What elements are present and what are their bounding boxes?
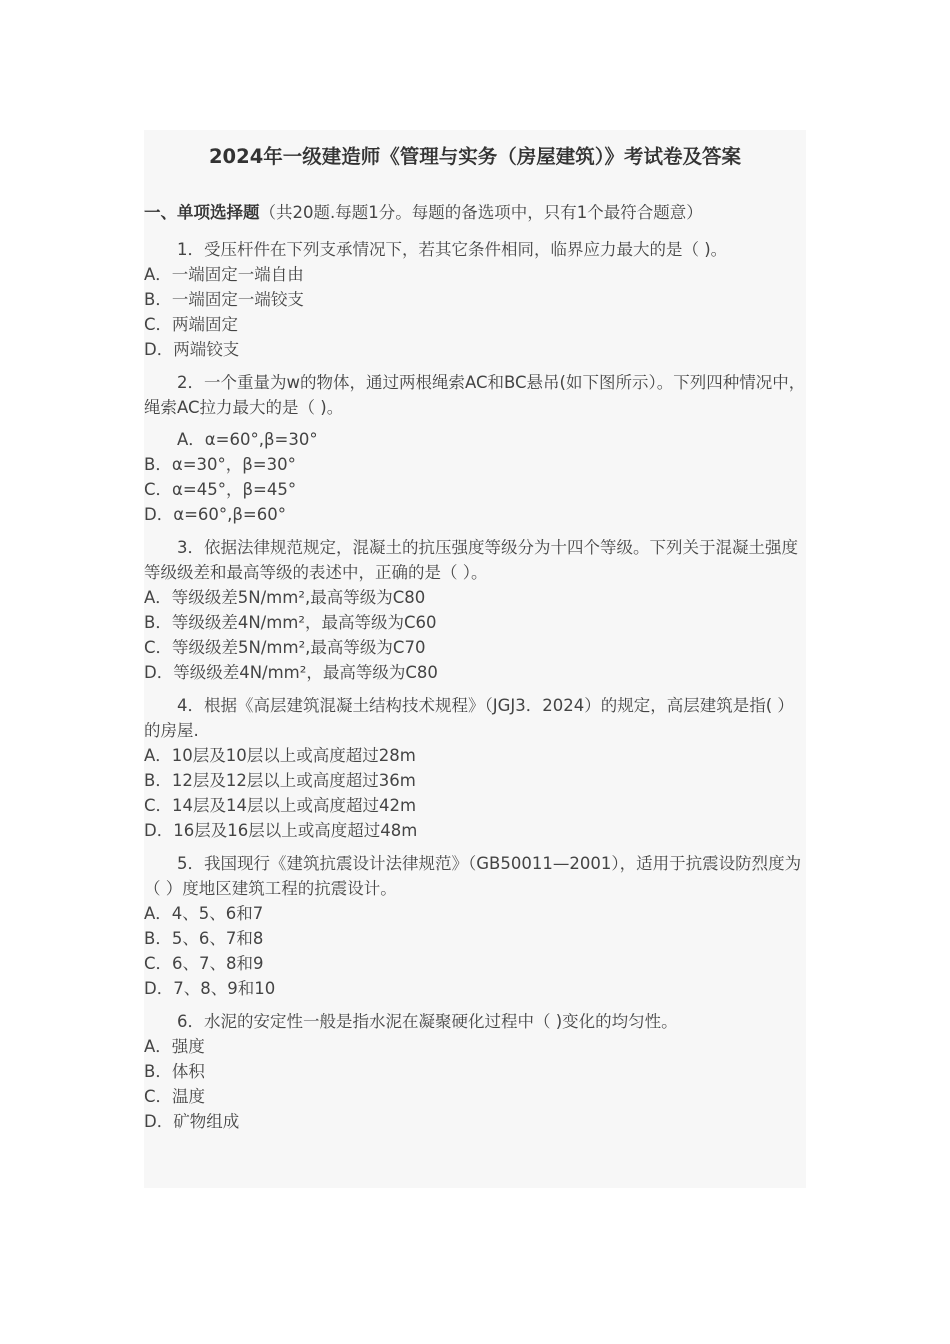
option: A．强度 <box>144 1037 205 1056</box>
option: D．等级级差4N/mm²，最高等级为C80 <box>144 663 438 682</box>
option: D．两端铰支 <box>144 340 240 359</box>
option: B．α=30°，β=30° <box>144 455 296 474</box>
option: B．5、6、7和8 <box>144 929 264 948</box>
section-heading: 一、单项选择题 <box>144 203 260 222</box>
option: C．两端固定 <box>144 315 239 334</box>
section-header <box>144 194 806 231</box>
question-stem: 4．根据《高层建筑混凝土结构技术规程》（JGJ3．2024）的规定，高层建筑是指( ）的房屋. <box>144 696 794 740</box>
option: C．6、7、8和9 <box>144 954 264 973</box>
option: B．一端固定一端铰支 <box>144 290 304 309</box>
question-stem: 2．一个重量为w的物体，通过两根绳索AC和BC悬吊(如下图所示）。下列四种情况中，绳索AC拉力最大的是（ )。 <box>144 373 806 417</box>
question-stem: 1．受压杆件在下列支承情况下，若其它条件相同，临界应力最大的是（ )。 <box>177 240 728 259</box>
question-stem: 6．水泥的安定性一般是指水泥在凝聚硬化过程中（ )变化的均匀性。 <box>177 1012 678 1031</box>
section-note: （共20题.每题1分。每题的备选项中，只有1个最符合题意） <box>259 203 703 222</box>
option: C．14层及14层以上或高度超过42m <box>144 796 417 815</box>
option: B．体积 <box>144 1062 205 1081</box>
option: C．α=45°，β=45° <box>144 480 297 499</box>
document-page <box>144 130 806 1188</box>
option: A．等级级差5N/mm²,最高等级为C80 <box>144 588 426 607</box>
option: D．16层及16层以上或高度超过48m <box>144 821 418 840</box>
option: B．12层及12层以上或高度超过36m <box>144 771 416 790</box>
question-stem: 5．我国现行《建筑抗震设计法律规范》（GB50011—2001），适用于抗震设防烈度为（ ）度地区建筑工程的抗震设计。 <box>144 854 802 898</box>
option: C．温度 <box>144 1087 206 1106</box>
option: A．α=60°,β=30° <box>177 430 318 449</box>
question-stem: 3．依据法律规范规定，混凝土的抗压强度等级分为十四个等级。下列关于混凝土强度等级级差和最高等级的表述中，正确的是（ ）。 <box>144 538 798 582</box>
option: D．矿物组成 <box>144 1112 240 1131</box>
option: A．10层及10层以上或高度超过28m <box>144 746 416 765</box>
option: D．7、8、9和10 <box>144 979 276 998</box>
option: A．一端固定一端自由 <box>144 265 304 284</box>
option: D．α=60°,β=60° <box>144 505 286 524</box>
document-title: 2024年一级建造师《管理与实务（房屋建筑）》考试卷及答案 <box>208 145 742 168</box>
option: A．4、5、6和7 <box>144 904 264 923</box>
option: B．等级级差4N/mm²，最高等级为C60 <box>144 613 437 632</box>
option: C．等级级差5N/mm²,最高等级为C70 <box>144 638 426 657</box>
